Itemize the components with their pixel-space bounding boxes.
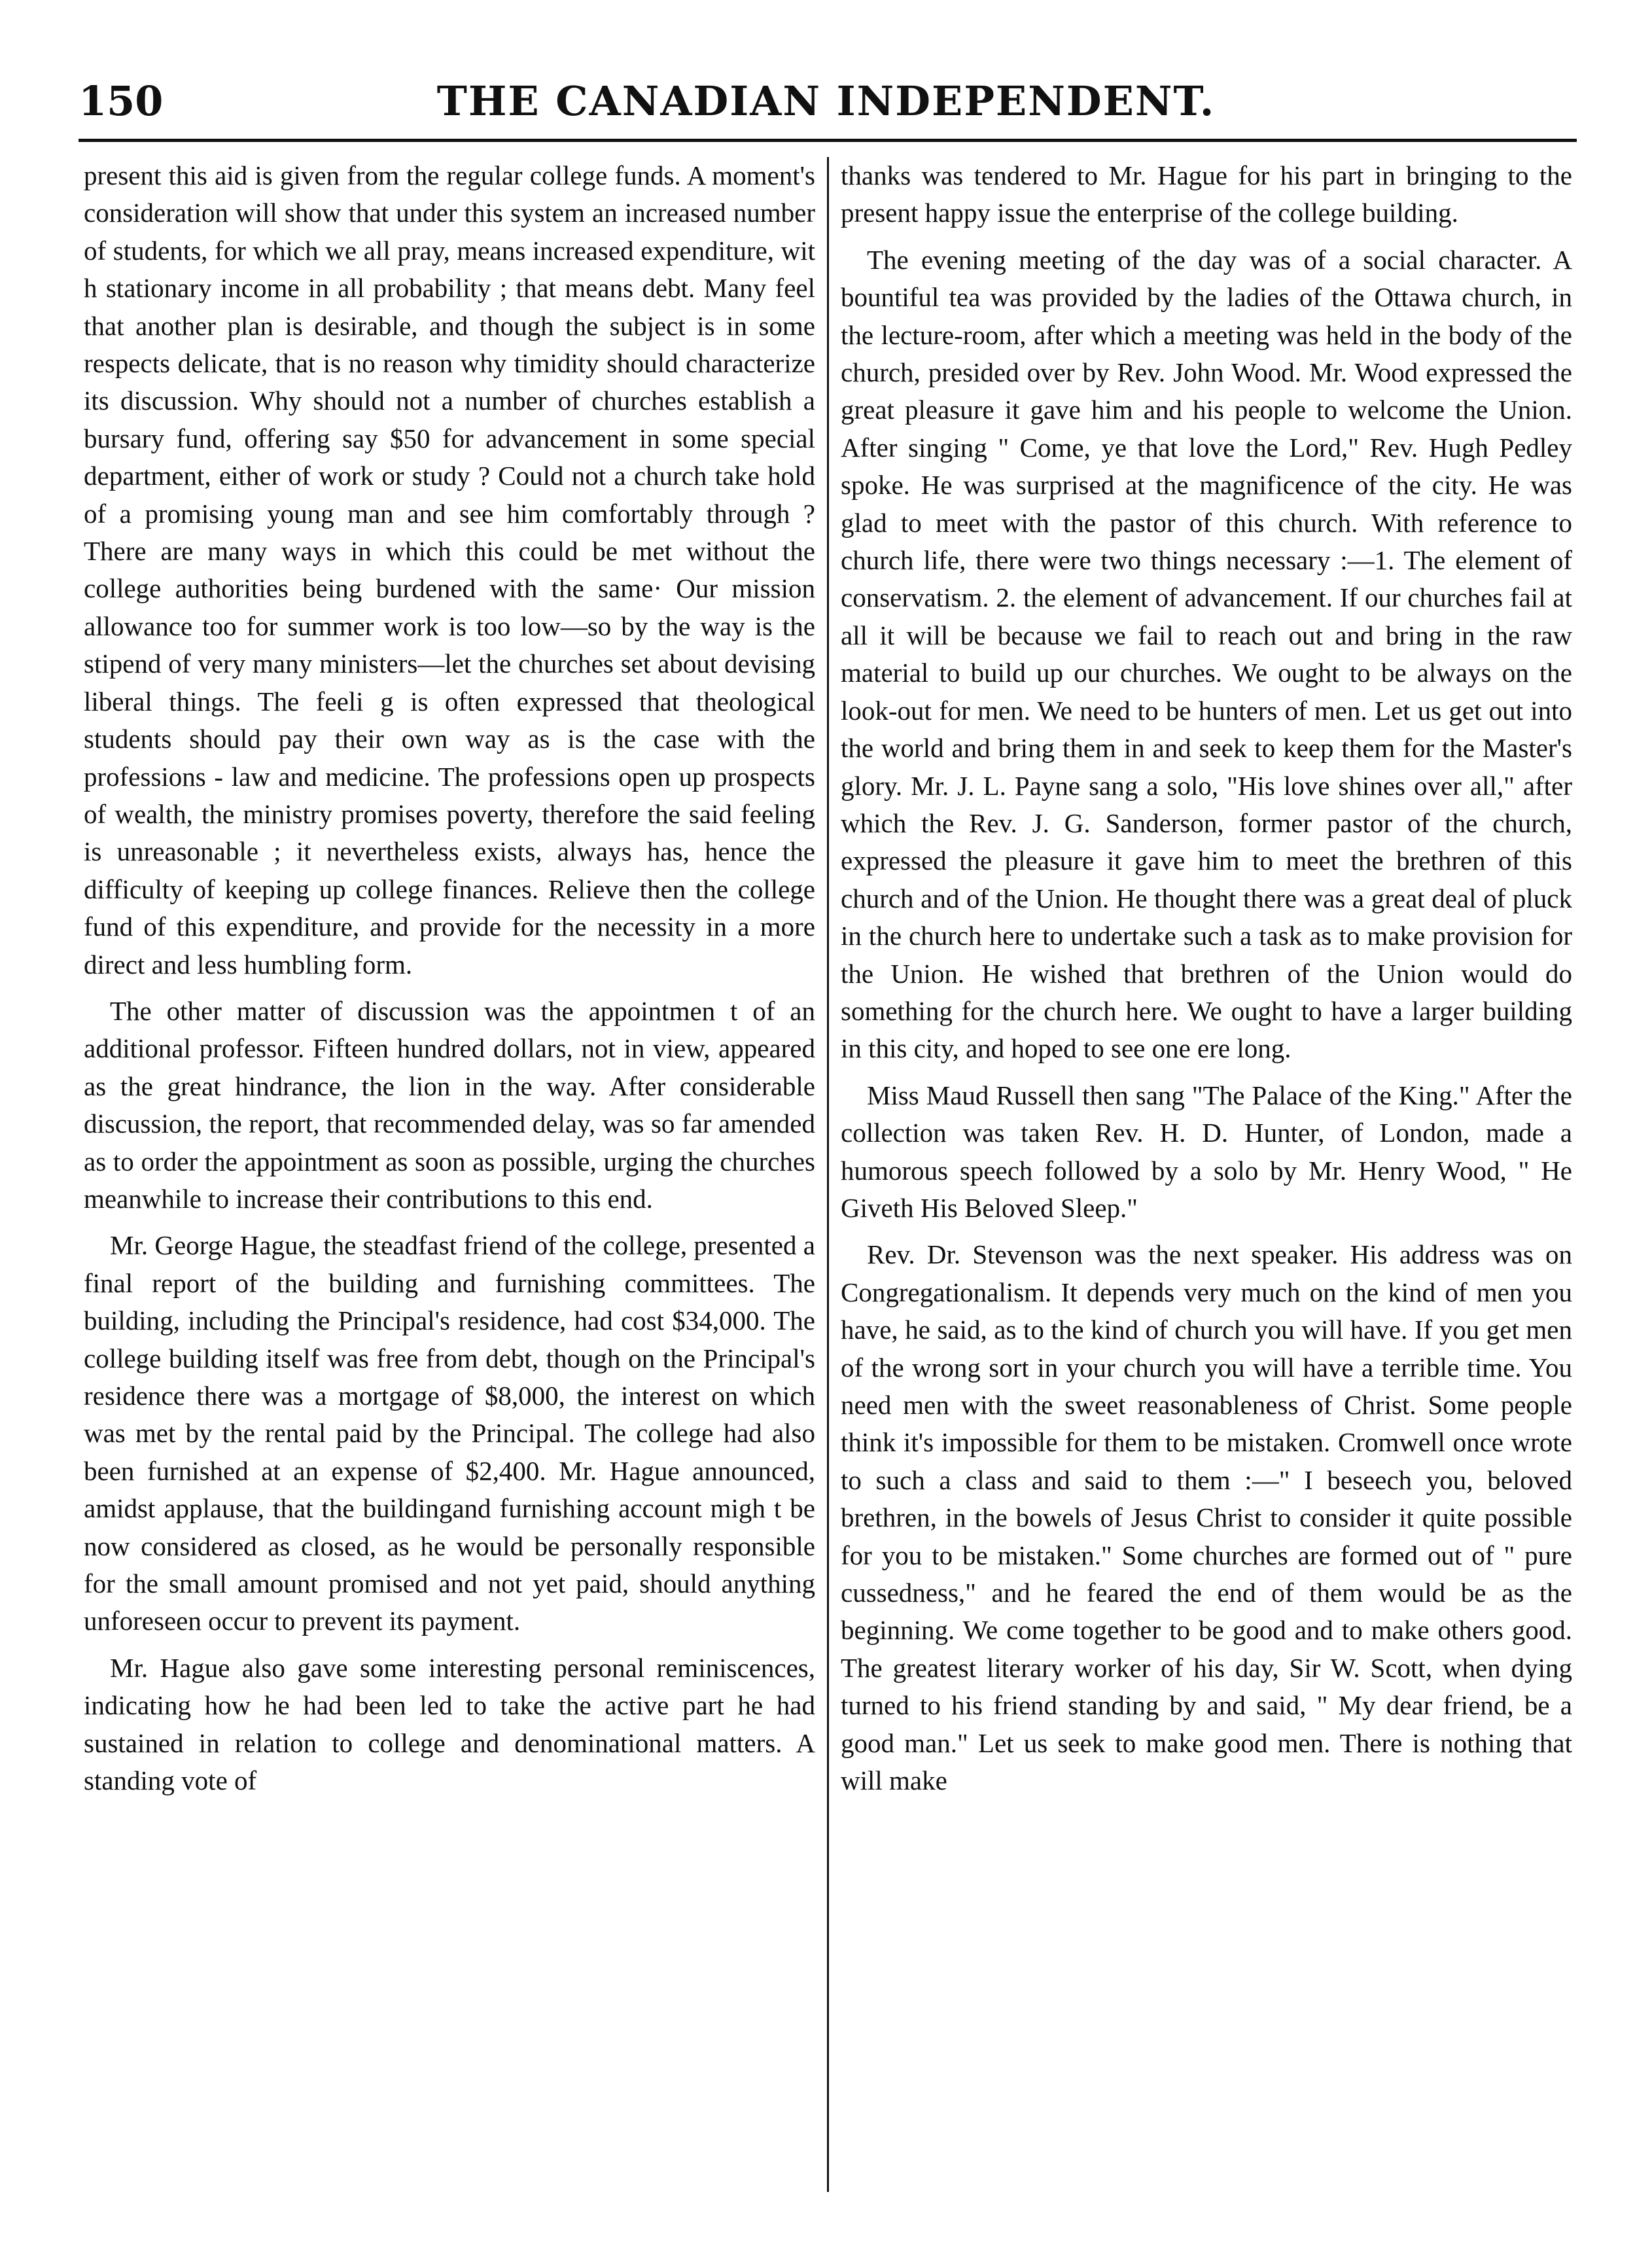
paragraph: thanks was tendered to Mr. Hague for his part in bringing to the present happy issue the enterprise of the college building. xyxy=(841,160,1572,228)
page-number: 150 xyxy=(79,77,164,125)
right-column xyxy=(841,157,1572,2205)
page-header xyxy=(0,65,1652,137)
paragraph: Miss Maud Russell then sang "The Palace of the King." After the collection was taken Rev. H. D. Hunter, of London, made a humorous speech followed by a solo by Mr. Henry Wood, " He Giveth His Beloved Sleep." xyxy=(841,1080,1572,1223)
journal-title: THE CANADIAN INDEPENDENT. xyxy=(436,77,1216,125)
paragraph: Rev. Dr. Stevenson was the next speaker. His address was on Congregationalism. It depends very much on the kind of men you have, he said, as to the kind of church you will have. If you get men of the wrong sort in your church you will have a terrible time. You need men with the sweet reasonableness of Christ. Some people think it's impossible for them to be mistaken. Cromwell once wrote to such a class and said to them :—" I beseech you, beloved brethren, in the bowels of Jesus Christ to consider it quite possible for you to be mistaken." Some churches are formed out of " pure cussedness," and he feared the end of them would be as the beginning. We come together to be good and to make others good. The greatest literary worker of his day, Sir W. Scott, when dying turned to his friend standing by and said, " My dear friend, be a good man." Let us seek to make good men. There is nothing that will make xyxy=(841,1239,1572,1796)
paragraph: Mr. Hague also gave some interesting personal reminiscences, indicating how he had been led to take the active part he had sustained in relation to college and denominational matters. A standing vote of xyxy=(84,1652,815,1796)
column-divider xyxy=(827,157,829,2192)
paragraph: The evening meeting of the day was of a social character. A bountiful tea was provided by the ladies of the Ottawa church, in the lecture-room, after which a meeting was held in the body of the church, presided over by Rev. John Wood. Mr. Wood expressed the great pleasure it gave him and his people to welcome the Union. After singing " Come, ye that love the Lord," Rev. Hugh Pedley spoke. He was surprised at the magnificence of the city. He was glad to meet with the pastor of this church. With reference to church life, there were two things necessary :—1. The element of conservatism. 2. the element of advancement. If our churches fail at all it will be because we fail to reach out and bring in the raw material to build up our churches. We ought to be always on the look-out for men. We need to be hunters of men. Let us get out into the world and bring them in and seek to keep them for the Master's glory. Mr. J. L. Payne sang a solo, "His love shines over all," after which the Rev. J. G. Sanderson, former pastor of the church, expressed the pleasure it gave him to meet the brethren of this church and of the Union. He thought there was a great deal of pluck in the church here to undertake such a task as to make provision for the Union. He wished that brethren of the Union would do something for the church here. We ought to have a larger building in this city, and hoped to see one ere long. xyxy=(841,244,1572,1064)
left-column xyxy=(84,157,815,2205)
paragraph: The other matter of discussion was the appointmen t of an additional professor. Fifteen hundred dollars, not in view, appeared as the great hindrance, the lion in the way. After considerable discussion, the report, that recommended delay, was so far amended as to order the appointment as soon as possible, urging the churches meanwhile to increase their contributions to this end. xyxy=(84,995,815,1214)
paragraph: present this aid is given from the regular college funds. A moment's consideration will show that under this system an increased number of students, for which we all pray, means increased expenditure, wit h stationary income in all probability ; that means debt. Many feel that another plan is desirable, and though the subject is in some respects delicate, that is no reason why timidity should characterize its discussion. Why should not a number of churches establish a bursary fund, offering say $50 for advancement in some special department, either of work or study ? Could not a church take hold of a promising young man and see him comfortably through ? There are many ways in which this could be met without the college authorities being burdened with the same· Our mission allowance too for summer work is too low—so by the way is the stipend of very many ministers—let the churches set about devising liberal things. The feeli g is often expressed that theological students should pay their own way as is the case with the professions - law and medicine. The professions open up prospects of wealth, the ministry promises poverty, therefore the said feeling is unreasonable ; it nevertheless exists, always has, hence the difficulty of keeping up college finances. Relieve then the college fund of this expenditure, and provide for the necessity in a more direct and less humbling form. xyxy=(84,160,815,980)
paragraph: Mr. George Hague, the steadfast friend of the college, presented a final report of the building and furnishing committees. The building, including the Principal's residence, had cost $34,000. The college building itself was free from debt, though on the Principal's residence there was a mortgage of $8,000, the interest on which was met by the rental paid by the Principal. The college had also been furnished at an expense of $2,400. Mr. Hague announced, amidst applause, that the buildingand furnishing account migh t be now considered as closed, as he would be personally responsible for the small amount promised and not yet paid, should anything unforeseen occur to prevent its payment. xyxy=(84,1230,815,1636)
header-rule xyxy=(79,139,1577,142)
